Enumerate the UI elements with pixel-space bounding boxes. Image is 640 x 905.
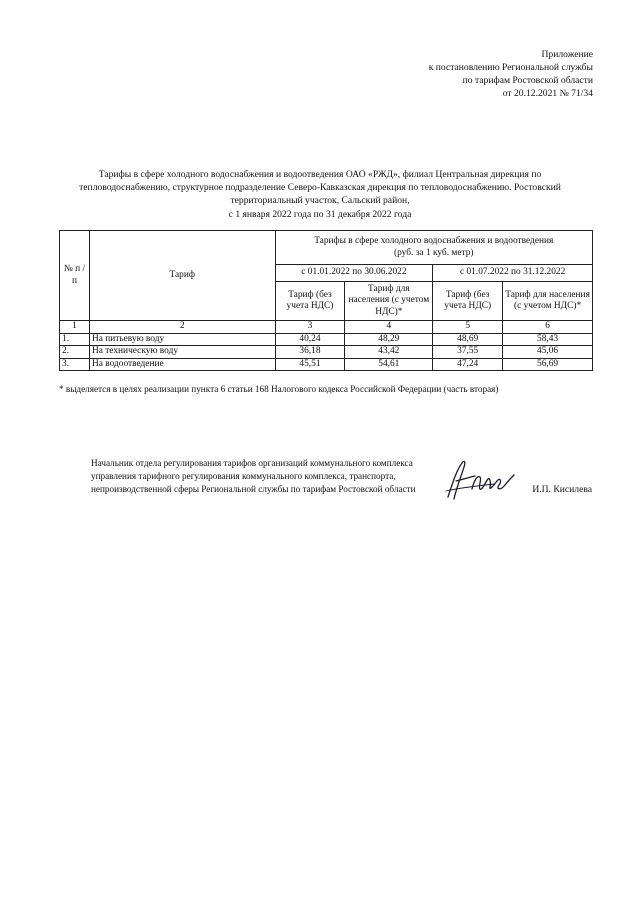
row-value: 58,43 [503, 333, 593, 346]
row-value: 48,69 [433, 333, 503, 346]
header-no-vat-2: Тариф (без учета НДС) [433, 282, 503, 321]
column-number: 2 [89, 321, 275, 334]
appendix-header [429, 48, 593, 100]
appendix-line-3: по тарифам Ростовской области [462, 75, 593, 86]
footnote: * выделяется в целях реализации пункта 6 статьи 168 Налогового кодекса Российской Федерации (часть вторая) [59, 384, 499, 394]
header-period-2: с 01.07.2022 по 31.12.2022 [433, 265, 593, 282]
row-name: На техническую воду [89, 346, 275, 359]
header-tariff: Тариф [89, 231, 275, 321]
row-value: 56,69 [503, 358, 593, 371]
table-row [60, 346, 593, 359]
row-name: На водоотведение [89, 358, 275, 371]
header-pop-vat-2: Тариф для населения (с учетом НДС)* [503, 282, 593, 321]
column-number: 4 [345, 321, 433, 334]
column-number: 5 [433, 321, 503, 334]
column-number: 3 [275, 321, 345, 334]
row-value: 37,55 [433, 346, 503, 359]
column-number: 6 [503, 321, 593, 334]
signer-name: И.П. Кисилева [532, 484, 592, 495]
appendix-line-4: от 20.12.2021 № 71/34 [502, 88, 593, 99]
header-group-line-1: Тарифы в сфере холодного водоснабжения и водоотведения [314, 236, 554, 246]
row-value: 45,51 [275, 358, 345, 371]
row-number: 3. [60, 358, 90, 371]
tariff-table [59, 230, 593, 371]
table-row [60, 358, 593, 371]
appendix-line-2: к постановлению Региональной службы [428, 62, 593, 73]
document-title [64, 168, 576, 221]
header-pop-vat-1: Тариф для населения (с учетом НДС)* [345, 282, 433, 321]
row-value: 40,24 [275, 333, 345, 346]
row-value: 43,42 [345, 346, 433, 359]
position-line-3: непроизводственной сферы Региональной службы по тарифам Ростовской области [91, 484, 416, 494]
title-line-3: территориальный участок, Сальский район, [230, 195, 410, 207]
position-line-1: Начальник отдела регулирования тарифов организаций коммунального комплекса [91, 458, 413, 468]
handwritten-signature [442, 455, 518, 503]
column-number-row [60, 321, 593, 334]
header-period-1: с 01.01.2022 по 30.06.2022 [275, 265, 433, 282]
title-line-2: тепловодоснабжению, структурное подразделение Северо-Кавказская дирекция по тепловодоснабжению. Ростовский [79, 182, 561, 194]
row-number: 2. [60, 346, 90, 359]
row-value: 45,06 [503, 346, 593, 359]
header-number: № п /п [60, 231, 90, 321]
title-line-1: Тарифы в сфере холодного водоснабжения и водоотведения ОАО «РЖД», филиал Центральная дирекция по [98, 169, 542, 180]
appendix-line-1: Приложение [541, 49, 593, 60]
header-group-line-2: (руб. за 1 куб. метр) [394, 247, 474, 258]
position-line-2: управления тарифного регулирования коммунального комплекса, транспорта, [91, 471, 396, 481]
row-value: 54,61 [345, 358, 433, 371]
column-number: 1 [60, 321, 90, 334]
row-number: 1. [60, 333, 90, 346]
header-no-vat-1: Тариф (без учета НДС) [275, 282, 345, 321]
row-value: 47,24 [433, 358, 503, 371]
row-value: 36,18 [275, 346, 345, 359]
table-row [60, 333, 593, 346]
header-group [275, 231, 592, 265]
signature-block [91, 457, 451, 496]
title-line-4: с 1 января 2022 года по 31 декабря 2022 года [228, 208, 412, 220]
row-value: 48,29 [345, 333, 433, 346]
row-name: На питьевую воду [89, 333, 275, 346]
